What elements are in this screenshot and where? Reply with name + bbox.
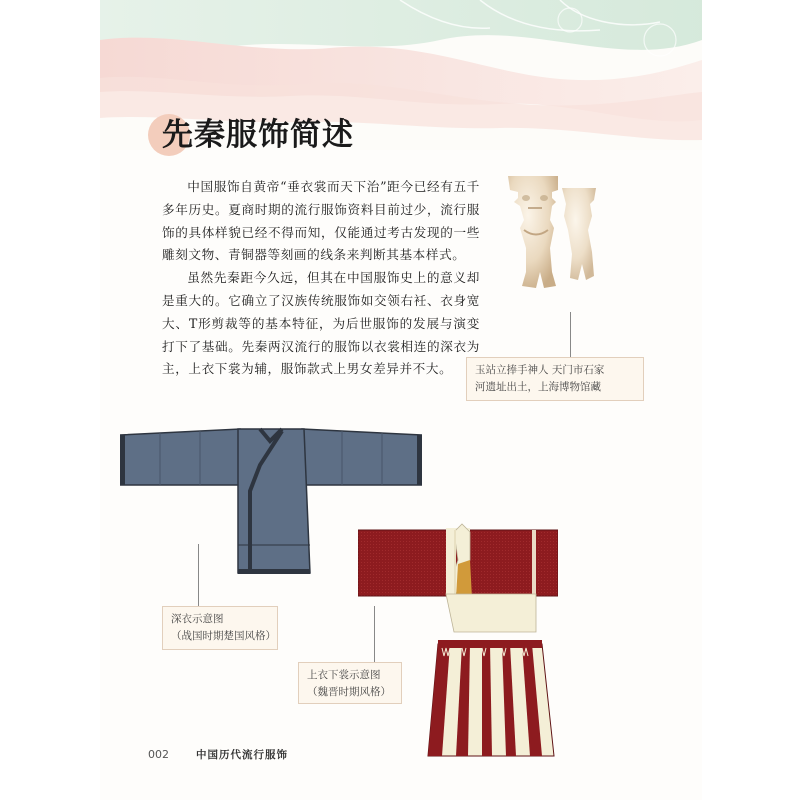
shenyi-caption-line-2: （战国时期楚国风格）: [171, 630, 276, 642]
paragraph-1: 中国服饰自黄帝“垂衣裳而天下治”距今已经有五千多年历史。夏商时期的流行服饰资料目前过少，流行服饰的具体样貌已经不得而知，仅能通过考古发现的一些雕刻文物、青铜器等刻画的线条来判断其基本样式。: [162, 179, 480, 263]
ruqun-illustration: [358, 520, 558, 764]
ruqun-caption-line-1: 上衣下裳示意图: [307, 669, 381, 681]
shenyi-caption: [162, 606, 278, 650]
jade-caption-line-1: 玉站立捧手神人 天门市石家: [475, 364, 605, 376]
shenyi-caption-line-1: 深衣示意图: [171, 613, 224, 625]
paragraph-2: 虽然先秦距今久远，但其在中国服饰史上的意义却是重大的。它确立了汉族传统服饰如交领右衽、衣身宽大、T形剪裁等的基本特征，为后世服饰的发展与演变打下了基础。先秦两汉流行的服饰以衣裳相连的深衣为主，上衣下裳为辅，服饰款式上男女差异并不大。: [162, 270, 480, 377]
running-footer-title: 中国历代流行服饰: [196, 749, 288, 761]
ruqun-caption: [298, 662, 402, 704]
jade-caption-leader: [570, 312, 571, 358]
page-number: 002: [148, 748, 169, 761]
page-title: 先秦服饰简述: [162, 117, 354, 153]
shenyi-caption-leader: [198, 544, 199, 608]
book-page: [100, 0, 702, 800]
ruqun-caption-line-2: （魏晋时期风格）: [307, 686, 391, 698]
jade-figurine-image: [500, 168, 620, 298]
jade-caption-line-2: 河遗址出土，上海博物馆藏: [475, 381, 601, 393]
body-text: [162, 176, 480, 381]
jade-caption: [466, 357, 644, 401]
ruqun-caption-leader: [374, 606, 375, 664]
